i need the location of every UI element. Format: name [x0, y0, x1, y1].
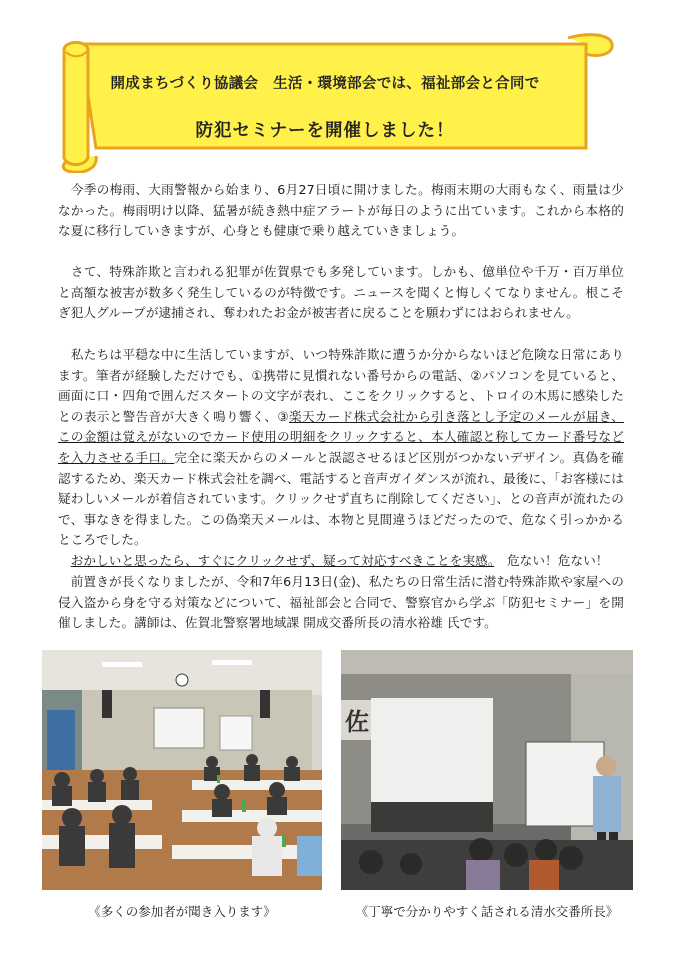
paragraph-text-part: 私たちは平穏な中に生活していますが、いつ特殊詐欺に遭うか分からないほど危険な日常にあります。筆者が経験しただけでも、①携帯に見慣れない番号からの電話、②パソコンを見ていると、画面に口・四角で囲んだスタートの文字が表れ、ここをクリックすると、トロイの木馬に感染したとの表示と警告音が大きく鳴り響く、③: [58, 347, 624, 424]
paragraph-fraud-experience: [58, 345, 624, 572]
banner-title: 防犯セミナーを開催しました！: [195, 121, 455, 141]
banner-text: [90, 72, 560, 142]
underlined-text: 楽天カード株式会社から引き落とし予定のメールが届き、この金額は覚えがないのでカード使用の明細をクリックすると、本人確認と称してカード番号などを入力させる手口。: [58, 408, 624, 465]
banner-subtitle: 開成まちづくり協議会 生活・環境部会では、福祉部会と合同で: [110, 76, 540, 92]
paragraph-text-part: 完全に楽天からのメールと誤認させるほど区別がつかないデザイン。真偽を確認するため、楽天カード株式会社を調べ、電話すると音声ガイダンスが流れ、最後に、「お客様には疑わしいメールが着信されています。クリックせず直ちに削除してください」、との音声が流れたので、事なきを得ました。この偽楽天メールは、本物と見間違うほどだったので、危なく引っかかるところでした。: [58, 449, 625, 548]
caption-speaker: 《丁寧で分かりやすく話される清水交番所長》: [355, 904, 619, 919]
paragraph-text: 今季の梅雨、大雨警報から始まり、6月27日頃に開けました。梅雨末期の大雨もなく、雨量は少なかった。梅雨明け以降、猛暑が続き熱中症アラートが毎日のように出ています。これから本格的な夏に移行していきますが、心身とも健康で乗り越えていきましょう。: [58, 182, 624, 239]
paragraph-text: 前置きが長くなりましたが、令和7年6月13日(金)、私たちの日常生活に潜む特殊詐欺や家屋への侵入盗から身を守る対策などについて、福祉部会と合同で、警察官から学ぶ「防犯セミナー」を開催しました。講師は、佐賀北警察署地域課 開成交番所長の清水裕雄 氏です。: [58, 574, 624, 631]
caption-audience: 《多くの参加者が聞き入ります》: [88, 904, 276, 919]
paragraph-conclusion: [58, 551, 624, 572]
exclamation-text: 危ない！危ない！: [506, 552, 609, 568]
paragraph-text: [58, 345, 624, 551]
paragraph-seminar: [58, 572, 624, 634]
room-sign-text: 佐: [345, 708, 369, 736]
paragraph-text: さて、特殊詐欺と言われる犯罪が佐賀県でも多発しています。しかも、億単位や千万・百万単位と高額な被害が数多く発生しているのが特徴です。ニュースを聞くと悔しくてなりません。根こそぎ犯人グループが逮捕され、奪われたお金が被害者に戻ることを願わずにはおられません。: [58, 264, 624, 321]
underlined-text: おかしいと思ったら、すぐにクリックせず、疑って対応すべきことを実感。: [70, 552, 495, 568]
photo-audience: [42, 650, 322, 890]
photo-speaker: [341, 650, 633, 890]
paragraph-fraud-intro: [58, 262, 624, 324]
paragraph-rainy-season: [58, 180, 624, 242]
